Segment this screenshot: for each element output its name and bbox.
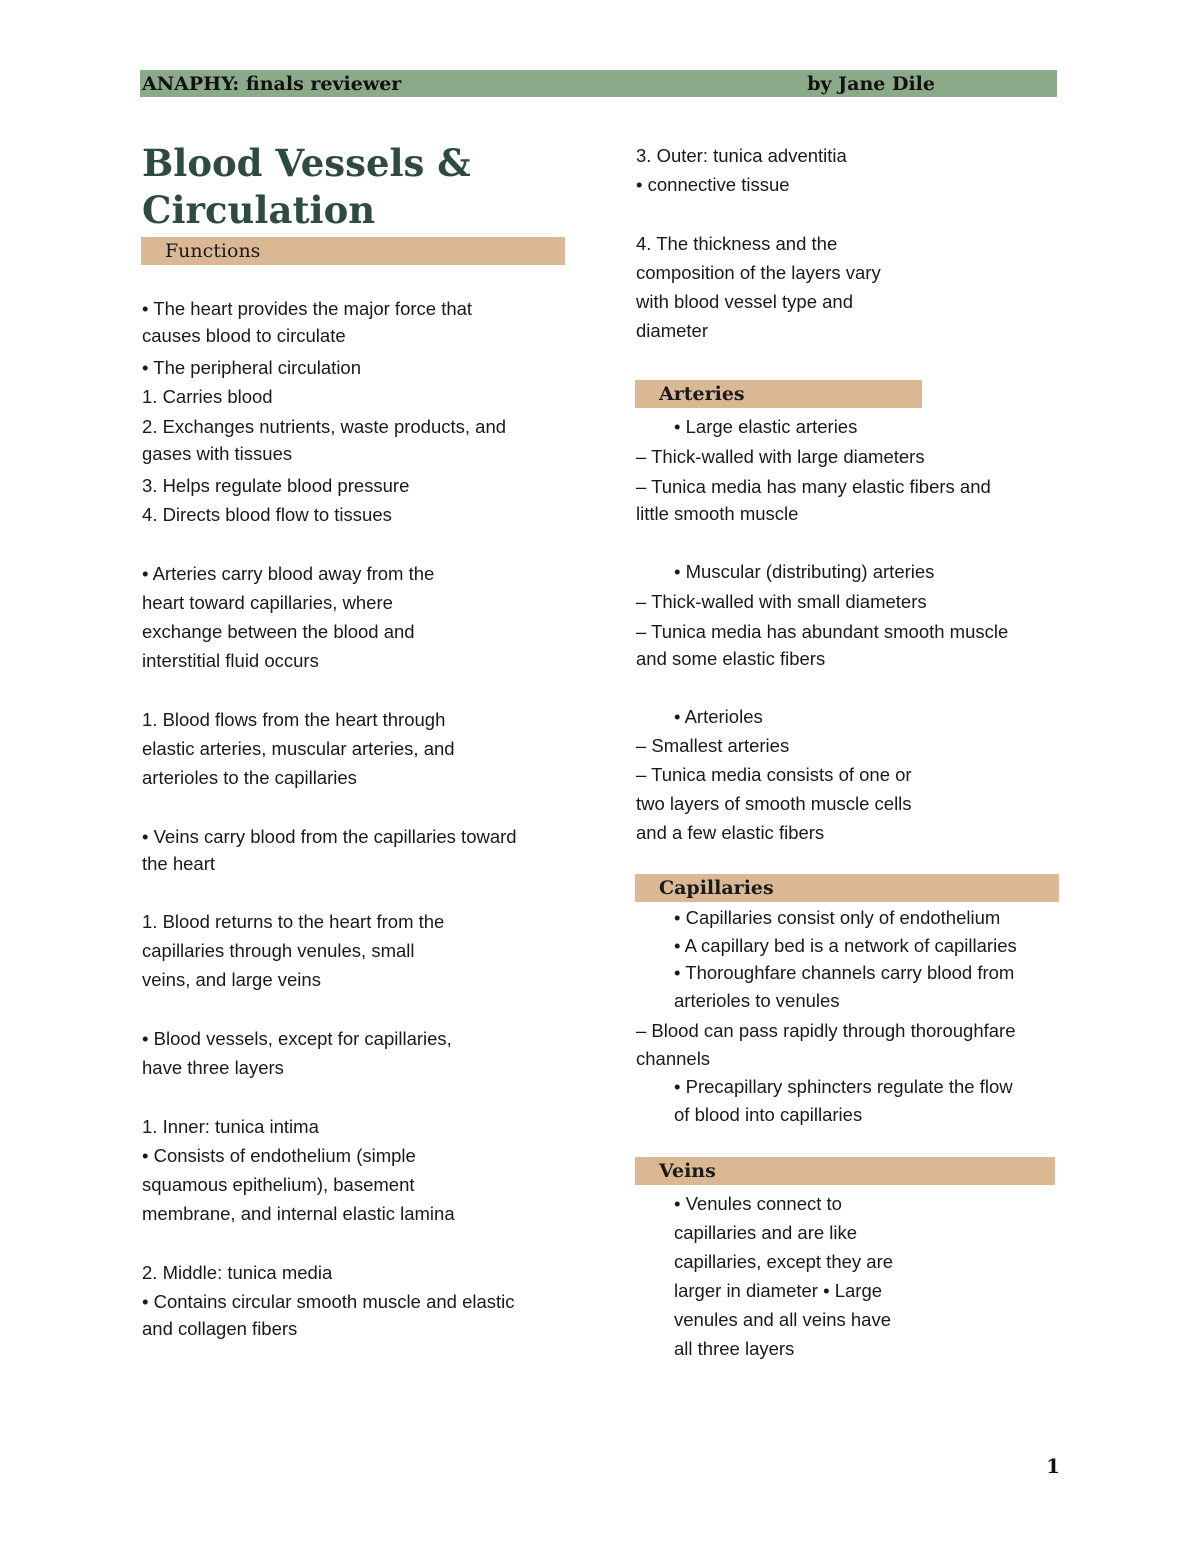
section-veins-label: Veins bbox=[659, 1160, 716, 1182]
text-line: – Tunica media has many elastic fibers and bbox=[636, 476, 991, 497]
section-veins bbox=[635, 1157, 1055, 1185]
text-line: – Blood can pass rapidly through thoroughfare bbox=[636, 1020, 1016, 1041]
veins-content bbox=[636, 1189, 1066, 1363]
text-line: heart toward capillaries, where bbox=[142, 592, 393, 613]
text-line: little smooth muscle bbox=[636, 503, 799, 524]
text-line: all three layers bbox=[674, 1338, 795, 1359]
text-line: and a few elastic fibers bbox=[636, 822, 825, 843]
text-line: venules and all veins have bbox=[674, 1309, 892, 1330]
text-line: of blood into capillaries bbox=[674, 1104, 863, 1125]
text-line: elastic arteries, muscular arteries, and bbox=[142, 738, 455, 759]
text-line: 1. Carries blood bbox=[142, 386, 273, 407]
text-line: and some elastic fibers bbox=[636, 648, 826, 669]
section-capillaries bbox=[635, 874, 1059, 902]
text-line: – Thick-walled with small diameters bbox=[636, 591, 927, 612]
text-line: have three layers bbox=[142, 1057, 284, 1078]
right-column-top bbox=[636, 141, 1066, 345]
text-line: • Arteries carry blood away from the bbox=[142, 563, 435, 584]
text-line: composition of the layers vary bbox=[636, 262, 881, 283]
capillaries-content bbox=[636, 903, 1066, 1128]
text-line: veins, and large veins bbox=[142, 969, 321, 990]
text-line: diameter bbox=[636, 320, 708, 341]
arteries-content bbox=[636, 412, 1066, 847]
text-line: exchange between the blood and bbox=[142, 621, 415, 642]
section-functions-label: Functions bbox=[165, 240, 261, 262]
text-line: • Arterioles bbox=[674, 706, 763, 727]
text-line: • Muscular (distributing) arteries bbox=[674, 561, 935, 582]
text-line: 3. Helps regulate blood pressure bbox=[142, 475, 410, 496]
text-line: 4. The thickness and the bbox=[636, 233, 838, 254]
text-line: capillaries and are like bbox=[674, 1222, 858, 1243]
page-title bbox=[142, 140, 572, 234]
header-author: by Jane Dile bbox=[807, 73, 935, 95]
text-line: • connective tissue bbox=[636, 174, 790, 195]
page-number: 1 bbox=[1046, 1454, 1060, 1478]
text-line: 1. Inner: tunica intima bbox=[142, 1116, 319, 1137]
text-line: – Smallest arteries bbox=[636, 735, 790, 756]
text-line: • Consists of endothelium (simple bbox=[142, 1145, 416, 1166]
text-line: • Veins carry blood from the capillaries toward bbox=[142, 826, 517, 847]
section-arteries-label: Arteries bbox=[659, 383, 745, 405]
text-line: squamous epithelium), basement bbox=[142, 1174, 415, 1195]
title-line-1: Blood Vessels & bbox=[142, 141, 471, 185]
text-line: arterioles to the capillaries bbox=[142, 767, 357, 788]
text-line: • The peripheral circulation bbox=[142, 357, 362, 378]
text-line: 2. Exchanges nutrients, waste products, and bbox=[142, 416, 507, 437]
text-line: and collagen fibers bbox=[142, 1318, 298, 1339]
text-line: 1. Blood returns to the heart from the bbox=[142, 911, 445, 932]
text-line: • Blood vessels, except for capillaries, bbox=[142, 1028, 452, 1049]
text-line: • Thoroughfare channels carry blood from bbox=[674, 962, 1015, 983]
text-line: • Large elastic arteries bbox=[674, 416, 858, 437]
text-line: 2. Middle: tunica media bbox=[142, 1262, 333, 1283]
text-line: • Contains circular smooth muscle and elastic bbox=[142, 1291, 515, 1312]
text-line: – Thick-walled with large diameters bbox=[636, 446, 925, 467]
text-line: • A capillary bed is a network of capillaries bbox=[674, 935, 1017, 956]
text-line: • Precapillary sphincters regulate the flow bbox=[674, 1076, 1013, 1097]
text-line: 4. Directs blood flow to tissues bbox=[142, 504, 392, 525]
text-line: capillaries, except they are bbox=[674, 1251, 894, 1272]
text-line: the heart bbox=[142, 853, 216, 874]
header-title: ANAPHY: finals reviewer bbox=[142, 73, 402, 95]
section-capillaries-label: Capillaries bbox=[659, 877, 774, 899]
text-line: arterioles to venules bbox=[674, 990, 840, 1011]
title-line-2: Circulation bbox=[142, 188, 376, 232]
text-line: • The heart provides the major force that bbox=[142, 298, 473, 319]
section-arteries bbox=[635, 380, 922, 408]
text-line: channels bbox=[636, 1048, 711, 1069]
left-column bbox=[142, 294, 572, 1342]
text-line: 3. Outer: tunica adventitia bbox=[636, 145, 847, 166]
text-line: interstitial fluid occurs bbox=[142, 650, 319, 671]
text-line: – Tunica media consists of one or bbox=[636, 764, 912, 785]
running-header bbox=[140, 70, 1057, 97]
text-line: – Tunica media has abundant smooth muscle bbox=[636, 621, 1009, 642]
text-line: with blood vessel type and bbox=[636, 291, 853, 312]
text-line: causes blood to circulate bbox=[142, 325, 346, 346]
text-line: two layers of smooth muscle cells bbox=[636, 793, 912, 814]
text-line: membrane, and internal elastic lamina bbox=[142, 1203, 455, 1224]
text-line: larger in diameter • Large bbox=[674, 1280, 883, 1301]
text-line: gases with tissues bbox=[142, 443, 293, 464]
text-line: • Venules connect to bbox=[674, 1193, 842, 1214]
section-functions bbox=[141, 237, 565, 265]
text-line: capillaries through venules, small bbox=[142, 940, 415, 961]
text-line: 1. Blood flows from the heart through bbox=[142, 709, 446, 730]
text-line: • Capillaries consist only of endothelium bbox=[674, 907, 1001, 928]
